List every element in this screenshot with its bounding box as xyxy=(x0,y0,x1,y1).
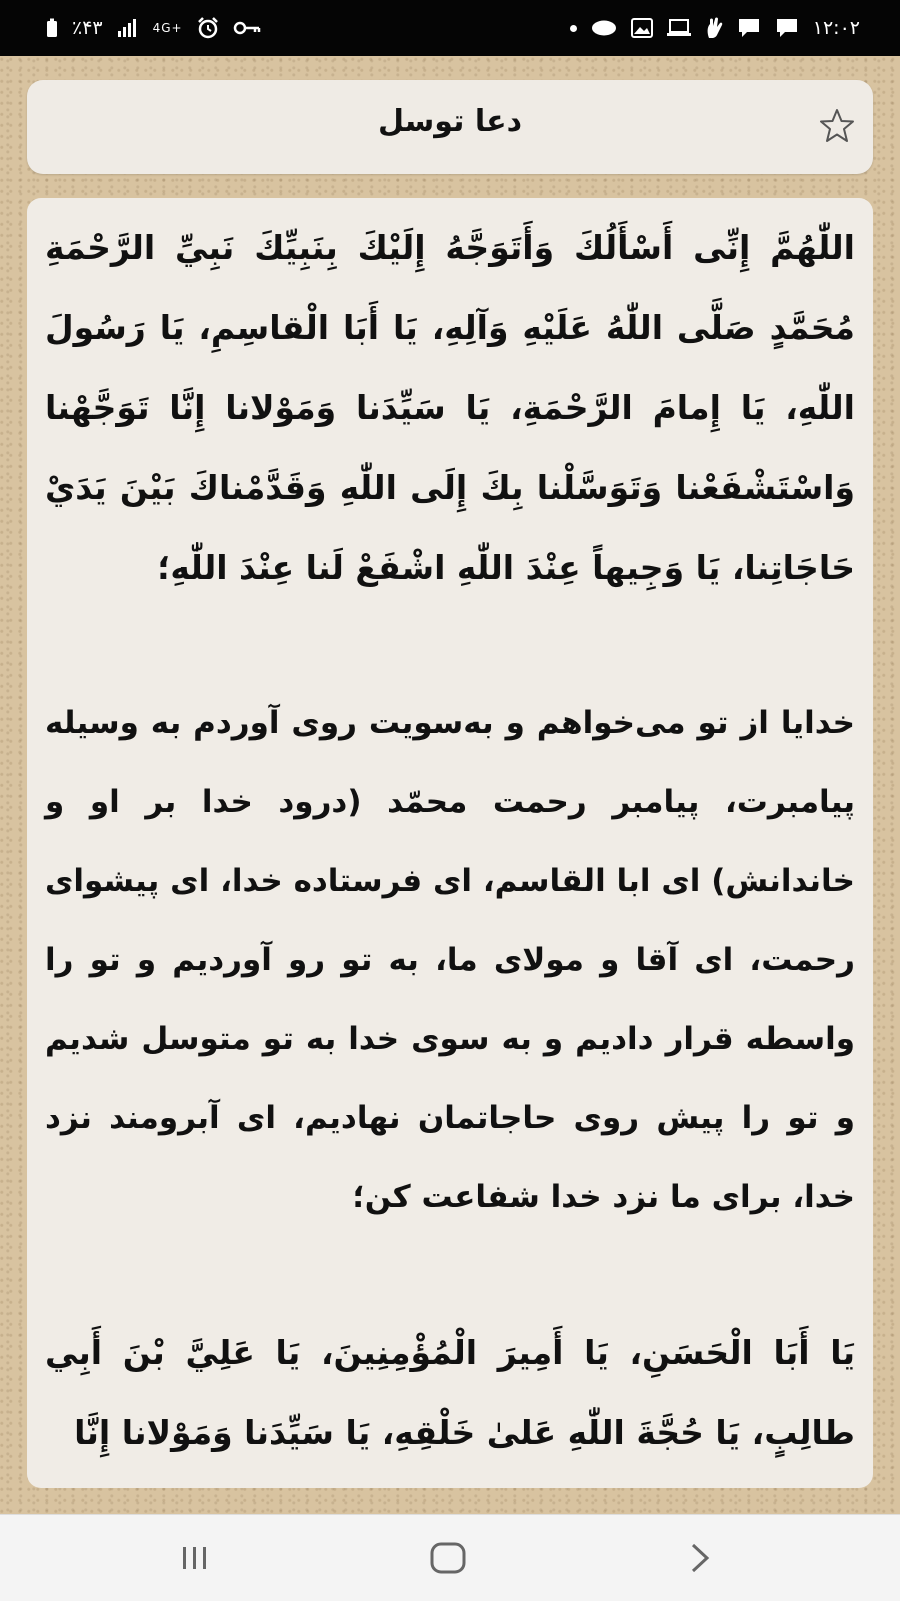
paragraph-gap xyxy=(45,1237,855,1313)
clock: ۱۲:۰۲ xyxy=(812,17,860,39)
title-bar xyxy=(27,80,873,174)
status-bar xyxy=(0,0,900,56)
message-icon xyxy=(591,19,617,37)
chat-icon xyxy=(737,17,761,39)
chat-bubble-icon xyxy=(775,17,799,39)
back-icon xyxy=(687,1541,713,1575)
dot-icon xyxy=(570,25,577,32)
signal-icon xyxy=(117,19,139,37)
page-title: دعا توسل xyxy=(378,104,522,139)
paragraph-gap xyxy=(45,608,855,684)
image-icon xyxy=(631,18,653,38)
status-bar-left xyxy=(46,17,261,39)
home-button[interactable] xyxy=(418,1535,478,1581)
hand-icon xyxy=(705,17,723,39)
arabic-paragraph-2: يَا أَبَا الْحَسَنِ، يَا أَمِيرَ الْمُؤْمِنِينَ، يَا عَلِيَّ بْنَ أَبِي طالِبٍ، يَا حُجَّةَ اللّٰهِ عَلىٰ خَلْقِهِ، يَا سَيِّدَنا وَمَوْلانا إِنَّا xyxy=(45,1333,855,1452)
persian-translation-1: خدایا از تو می‌خواهم و به‌سویت روی آوردم به وسیله پیامبرت، پیامبر رحمت محمّد (درود خدا بر او و خاندانش) ای ابا القاسم، ای فرستاده خدا، ای پیشوای رحمت، ای آقا و مولای ما، به تو رو آوردیم و تو را واسطه قرار دادیم و به سوی خدا به تو متوسل شدیم و تو را پیش روی حاجاتمان نهادیم، ای آبرومند نزد خدا، برای ما نزد خدا شفاعت کن؛ xyxy=(45,705,855,1215)
prayer-text-card[interactable] xyxy=(27,198,873,1488)
battery-icon xyxy=(46,18,58,38)
network-4g-icon: 4G+ xyxy=(152,21,183,35)
navigation-bar xyxy=(0,1514,900,1601)
status-bar-right xyxy=(570,17,860,39)
battery-percent: ٪۴۳ xyxy=(72,17,103,39)
recent-apps-button[interactable] xyxy=(165,1535,225,1581)
star-icon[interactable] xyxy=(817,106,857,146)
arabic-paragraph-1: اللّٰهُمَّ إِنِّی أَسْأَلُكَ وَأَتَوَجَّهُ إِلَيْكَ بِنَبِيِّكَ نَبِيِّ الرَّحْمَةِ مُحَمَّدٍ صَلَّى اللّٰهُ عَلَيْهِ وَآلِهِ، يَا أَبَا الْقاسِمِ، يَا رَسُولَ اللّٰهِ، يَا إِمامَ الرَّحْمَةِ، يَا سَيِّدَنا وَمَوْلانا إِنَّا تَوَجَّهْنا وَاسْتَشْفَعْنا وَتَوَسَّلْنا بِكَ إِلَى اللّٰهِ وَقَدَّمْناكَ بَيْنَ يَدَيْ حَاجَاتِنا، يَا وَجِيهاً عِنْدَ اللّٰهِ اشْفَعْ لَنا عِنْدَ اللّٰهِ؛ xyxy=(45,228,855,587)
home-icon xyxy=(428,1541,468,1575)
key-icon xyxy=(233,20,261,36)
alarm-icon xyxy=(197,17,219,39)
prayer-text-scroll[interactable] xyxy=(45,208,855,1473)
back-button[interactable] xyxy=(670,1535,730,1581)
laptop-icon xyxy=(667,19,691,37)
recent-apps-icon xyxy=(178,1545,212,1571)
